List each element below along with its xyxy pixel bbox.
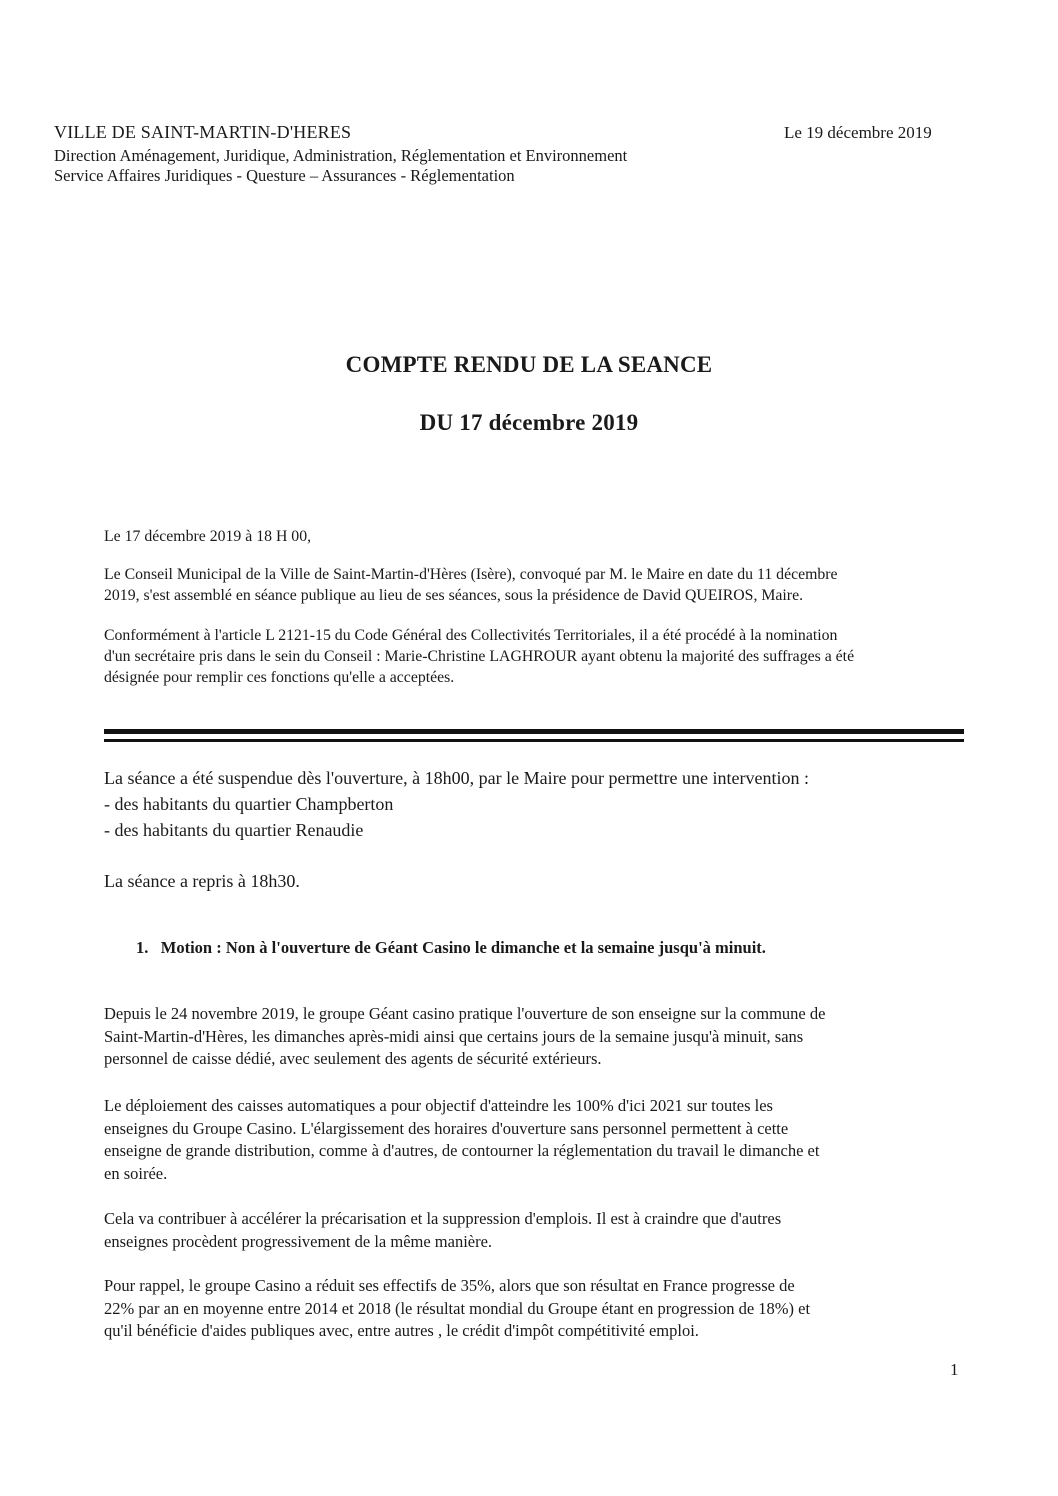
body-paragraph-1 [104,1003,962,1071]
document-date: Le 19 décembre 2019 [784,123,932,142]
body-line: qu'il bénéficie d'aides publiques avec, entre autres , le crédit d'impôt compétitivité emploi. [104,1321,699,1340]
page-number: 1 [950,1360,959,1379]
body-line: Cela va contribuer à accélérer la précarisation et la suppression d'emplois. Il est à craindre que d'autres [104,1209,782,1228]
body-line: en soirée. [104,1163,168,1183]
body-line: Saint-Martin-d'Hères, les dimanches après-midi ainsi que certains jours de la semaine jusqu'à minuit, sans [104,1026,804,1046]
suspension-line: - des habitants du quartier Renaudie [104,820,364,840]
suspension-line: La séance a été suspendue dès l'ouverture, à 18h00, par le Maire pour permettre une intervention : [104,768,809,788]
opening-line: Le 17 décembre 2019 à 18 H 00, [104,528,312,545]
suspension-line: - des habitants du quartier Champberton [104,794,394,814]
document-title: COMPTE RENDU DE LA SEANCE [345,352,713,377]
secretary-line: Conformément à l'article L 2121-15 du Code Général des Collectivités Territoriales, il a été procédé à la nomination [104,627,838,644]
separator-rule-thick [104,729,964,734]
section-number: 1. [136,938,149,957]
body-line: enseigne de grande distribution, comme à d'autres, de contourner la réglementation du travail le dimanche et [104,1141,820,1160]
section-title: Motion : Non à l'ouverture de Géant Casino le dimanche et la semaine jusqu'à minuit. [160,938,766,957]
body-paragraph-2 [104,1095,962,1185]
body-line: enseignes du Groupe Casino. L'élargissement des horaires d'ouverture sans personnel permettent à cette [104,1118,789,1138]
secretary-line: désignée pour remplir ces fonctions qu'elle a acceptées. [104,669,455,686]
convocation-paragraph [104,564,961,606]
header-service: Service Affaires Juridiques - Questure – Assurances - Réglementation [54,166,515,185]
header-direction: Direction Aménagement, Juridique, Administration, Réglementation et Environnement [54,146,628,165]
body-line: Pour rappel, le groupe Casino a réduit ses effectifs de 35%, alors que son résultat en France progresse de [104,1276,795,1295]
body-line: Depuis le 24 novembre 2019, le groupe Géant casino pratique l'ouverture de son enseigne sur la commune de [104,1004,826,1023]
secretary-paragraph [104,625,961,688]
section-heading [136,938,766,958]
separator-rule-thin [104,739,964,742]
convocation-line: Le Conseil Municipal de la Ville de Saint-Martin-d'Hères (Isère), convoqué par M. le Maire en date du 11 décembre [104,566,838,583]
document-subtitle: DU 17 décembre 2019 [419,410,639,435]
body-paragraph-4 [104,1275,962,1343]
body-line: enseignes procèdent progressivement de la même manière. [104,1231,493,1251]
resume-line: La séance a repris à 18h30. [104,871,300,891]
suspension-block [104,765,974,843]
convocation-line: 2019, s'est assemblé en séance publique au lieu de ses séances, sous la présidence de David QUEIROS, Maire. [104,587,804,604]
header-city: VILLE DE SAINT-MARTIN-D'HERES [54,122,352,142]
body-line: 22% par an en moyenne entre 2014 et 2018 (le résultat mondial du Groupe étant en progression de 18%) et [104,1298,811,1318]
body-line: personnel de caisse dédié, avec seulement des agents de sécurité extérieurs. [104,1049,602,1068]
secretary-line: d'un secrétaire pris dans le sein du Conseil : Marie-Christine LAGHROUR ayant obtenu la majorité des suffrages a été [104,648,855,665]
body-line: Le déploiement des caisses automatiques a pour objectif d'atteindre les 100% d'ici 2021 sur toutes les [104,1096,773,1115]
body-paragraph-3 [104,1208,962,1253]
